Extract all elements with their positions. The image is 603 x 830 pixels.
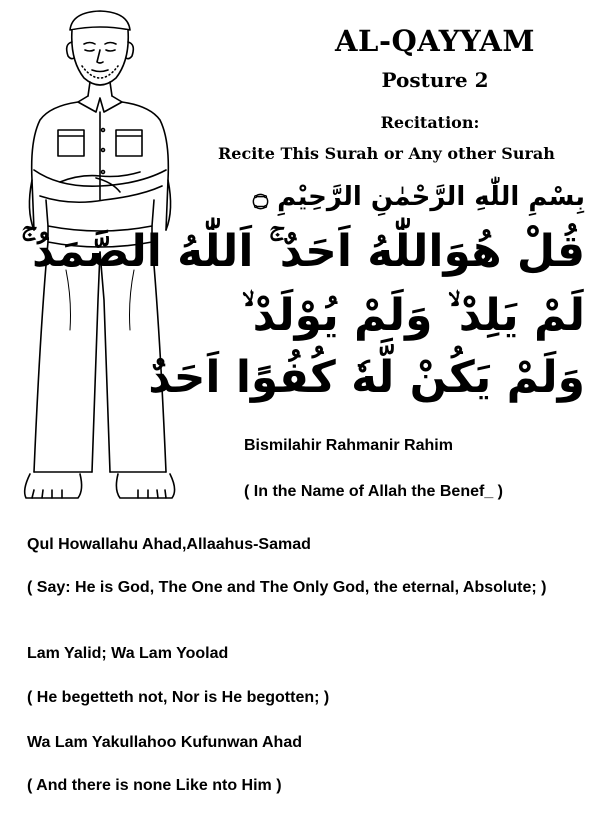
verse-3-meaning: ( And there is none Like nto Him ) bbox=[27, 777, 282, 794]
arabic-verse-1: قُلْ هُوَاللّٰهُ اَحَدٌ ۚ اَللّٰهُ الصَّمَدُ ۚ bbox=[20, 226, 585, 277]
verse-2-meaning: ( He begetteth not, Nor is He begotten; ) bbox=[27, 689, 330, 706]
bismillah-transliteration: Bismilahir Rahmanir Rahim bbox=[244, 437, 453, 454]
page-title: AL-QAYYAM bbox=[335, 24, 535, 58]
verse-1-transliteration: Qul Howallahu Ahad,Allaahus-Samad bbox=[27, 536, 311, 553]
verse-3-transliteration: Wa Lam Yakullahoo Kufunwan Ahad bbox=[27, 734, 302, 751]
arabic-bismillah: بِسْمِ اللّٰهِ الرَّحْمٰنِ الرَّحِيْمِ ۝ bbox=[252, 182, 585, 212]
recitation-label: Recitation: bbox=[380, 113, 480, 132]
arabic-verse-2: لَمْ يَلِدْ ۙ وَلَمْ يُوْلَدْ ۙ bbox=[241, 290, 585, 341]
arabic-verse-3: وَلَمْ يَكُنْ لَّهٗ كُفُوًا اَحَدٌ bbox=[148, 352, 585, 403]
verse-2-transliteration: Lam Yalid; Wa Lam Yoolad bbox=[27, 645, 229, 662]
recite-instruction: Recite This Surah or Any other Surah bbox=[218, 144, 555, 163]
posture-label: Posture 2 bbox=[381, 68, 489, 92]
bismillah-meaning: ( In the Name of Allah the Benef_ ) bbox=[244, 483, 503, 500]
verse-1-meaning: ( Say: He is God, The One and The Only God, the eternal, Absolute; ) bbox=[27, 579, 547, 596]
